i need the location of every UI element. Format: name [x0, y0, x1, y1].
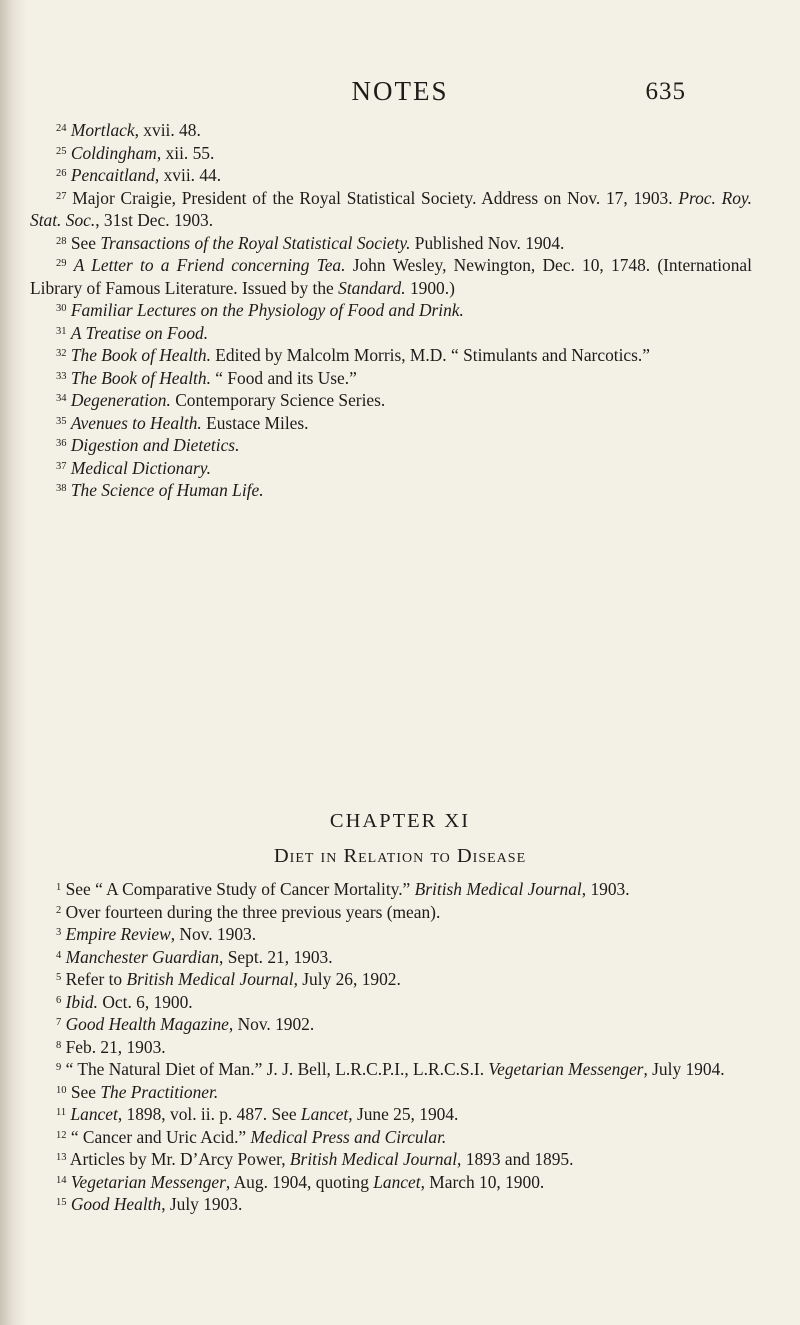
footnote-text: , July 1903.	[161, 1194, 243, 1214]
footnote-text: Published Nov. 1904.	[410, 232, 565, 253]
footnote-number: 25	[56, 145, 67, 157]
footnote-number: 4	[56, 949, 62, 961]
footnote-title-italic: Proc. Roy. Stat. Soc.	[30, 187, 752, 230]
footnote-title-italic: The Book of Health.	[70, 345, 211, 365]
footnote-title-italic: Good Health	[70, 1194, 162, 1214]
footnote-number: 31	[56, 325, 67, 337]
footnote-title-italic: The Science of Human Life.	[70, 480, 264, 500]
footnote-title-italic: Medical Dictionary.	[70, 457, 211, 478]
page-header	[0, 76, 800, 116]
footnote-title-italic: A Letter to a Friend concerning Tea.	[73, 255, 346, 275]
footnote-number: 15	[56, 1197, 67, 1208]
page-number: 635	[645, 78, 686, 105]
footnote-title-italic: Coldingham	[70, 142, 157, 163]
footnote-text: “ Food and its Use.”	[210, 367, 357, 388]
footnote-text: Refer to	[65, 969, 127, 989]
footnote-text: Major Craigie, President of the Royal Statistical Society. Address on Nov. 17, 1903.	[72, 187, 679, 208]
footnote	[30, 878, 752, 901]
footnote-title-italic: The Practitioner.	[100, 1081, 219, 1102]
footnote-text: , Sept. 21, 1903.	[219, 946, 333, 967]
chapter-subtitle: Diet in Relation to Disease	[273, 845, 527, 867]
footnote-text: Over fourteen during the three previous years (mean).	[65, 901, 441, 922]
footnote	[30, 254, 752, 299]
footnote-text: Articles by Mr. D’Arcy Power,	[69, 1149, 290, 1169]
footnote-number: 35	[56, 415, 67, 427]
footnote	[30, 344, 752, 367]
footnote-text: See	[70, 1081, 101, 1102]
footnote-text: , July 26, 1902.	[293, 969, 401, 989]
footnote-text: , xii. 55.	[156, 142, 215, 163]
footnote-number: 26	[56, 168, 67, 179]
footnote-text: , 31st Dec. 1903.	[95, 210, 214, 230]
footnote-title-italic: Manchester Guardian	[65, 946, 220, 967]
footnote-number: 38	[56, 483, 67, 494]
footnote	[30, 1081, 752, 1104]
footnote-text: , Nov. 1902.	[228, 1014, 315, 1034]
footnote-title-italic: Vegetarian Messenger	[70, 1171, 226, 1192]
footnote-number: 34	[56, 393, 67, 404]
footnote-number: 14	[56, 1174, 67, 1186]
notes-list-previous-chapter	[30, 119, 752, 502]
footnote-number: 29	[56, 258, 67, 269]
footnote-text: , July 1904.	[643, 1059, 725, 1079]
footnote	[30, 1103, 752, 1126]
footnote	[30, 968, 752, 991]
footnote	[30, 299, 752, 322]
footnote-title-italic: British Medical Journal	[126, 969, 294, 989]
footnote-title-italic: Lancet	[373, 1171, 421, 1192]
footnote-title-italic: Empire Review	[65, 924, 171, 944]
footnote	[30, 412, 752, 435]
footnote	[30, 232, 752, 255]
footnote-title-italic: Vegetarian Messenger	[488, 1059, 644, 1079]
footnote-text: , xvii. 48.	[134, 120, 201, 140]
footnote	[30, 164, 752, 187]
footnote-text: , xvii. 44.	[154, 165, 222, 185]
footnote	[30, 1126, 752, 1149]
footnote-title-italic: Lancet	[300, 1104, 349, 1124]
footnote-number: 32	[56, 348, 67, 359]
footnote-number: 36	[56, 438, 67, 449]
footnote-text: “ Cancer and Uric Acid.”	[70, 1126, 251, 1147]
footnote-number: 10	[56, 1084, 67, 1096]
footnote	[30, 367, 752, 390]
footnote-number: 1	[56, 882, 62, 893]
footnote-text: See	[70, 232, 101, 253]
footnote-text: , Nov. 1903.	[170, 924, 257, 944]
footnote-title-italic: Mortlack	[70, 120, 135, 140]
footnote-number: 8	[56, 1039, 62, 1051]
footnote-number: 7	[56, 1017, 62, 1028]
footnote-number: 28	[56, 235, 67, 247]
footnote-text: John Wesley, Newington, Dec. 10, 1748. (International Library of Famous Literature. Issued by the	[30, 255, 752, 298]
page-edge-shadow	[0, 0, 26, 1325]
chapter-title: CHAPTER XI	[329, 810, 471, 832]
footnote	[30, 187, 752, 232]
footnote-title-italic: The Book of Health.	[70, 367, 211, 388]
footnote-title-italic: Good Health Magazine	[65, 1014, 229, 1034]
running-head: NOTES	[351, 76, 449, 106]
footnote-text: Oct. 6, 1900.	[97, 991, 193, 1012]
footnote	[30, 1058, 752, 1081]
footnote-text: See “ A Comparative Study of Cancer Mortality.”	[65, 879, 415, 899]
footnote-number: 24	[56, 123, 67, 134]
footnote-title-italic: Degeneration.	[70, 390, 171, 410]
footnote-number: 37	[56, 460, 67, 472]
footnote-title-italic: A Treatise on Food.	[70, 322, 209, 343]
footnote-text: Feb. 21, 1903.	[65, 1036, 166, 1057]
footnote-number: 5	[56, 972, 62, 983]
footnote-title-italic: Familiar Lectures on the Physiology of Food and Drink.	[70, 300, 464, 320]
footnote-number: 27	[56, 190, 67, 202]
notes-list-chapter-xi	[30, 878, 752, 1216]
footnote	[30, 142, 752, 165]
footnote-text: Edited by Malcolm Morris, M.D. “ Stimulants and Narcotics.”	[210, 345, 650, 365]
footnote	[30, 1013, 752, 1036]
footnote-number: 30	[56, 303, 67, 314]
footnote-text: , 1903.	[581, 879, 630, 899]
footnote	[30, 1171, 752, 1194]
footnote-title-italic: Standard.	[338, 277, 406, 298]
footnote-number: 12	[56, 1129, 67, 1141]
footnote	[30, 1193, 752, 1216]
footnote-number: 2	[56, 904, 62, 916]
footnote	[30, 434, 752, 457]
footnote-text: Contemporary Science Series.	[170, 390, 386, 410]
footnote	[30, 119, 752, 142]
footnote	[30, 991, 752, 1014]
footnote-title-italic: Digestion and Dietetics.	[70, 435, 240, 455]
footnote-text: “ The Natural Diet of Man.” J. J. Bell, L.R.C.P.I., L.R.C.S.I.	[65, 1059, 489, 1079]
footnote	[30, 457, 752, 480]
footnote-text: 1900.)	[405, 277, 455, 298]
footnote	[30, 479, 752, 502]
footnote-number: 13	[56, 1152, 67, 1163]
footnote-text: , March 10, 1900.	[420, 1171, 545, 1192]
footnote	[30, 923, 752, 946]
footnote-text: Eustace Miles.	[201, 412, 309, 433]
footnote-title-italic: Avenues to Health.	[70, 412, 202, 433]
footnote-title-italic: Ibid.	[65, 991, 98, 1012]
footnote-number: 33	[56, 370, 67, 382]
footnote	[30, 389, 752, 412]
footnote-title-italic: Transactions of the Royal Statistical Society.	[100, 232, 411, 253]
footnote-text: , June 25, 1904.	[348, 1104, 459, 1124]
footnote	[30, 946, 752, 969]
footnote-title-italic: Pencaitland	[70, 165, 155, 185]
footnote-number: 9	[56, 1062, 62, 1073]
footnote-text: , Aug. 1904, quoting	[225, 1171, 374, 1192]
footnote	[30, 1036, 752, 1059]
footnote-number: 6	[56, 994, 62, 1006]
footnote-title-italic: Lancet	[70, 1104, 118, 1124]
footnote-text: , 1898, vol. ii. p. 487. See	[117, 1104, 301, 1124]
footnote-text: , 1893 and 1895.	[457, 1149, 574, 1169]
footnote	[30, 322, 752, 345]
footnote-number: 11	[56, 1107, 67, 1118]
footnote-title-italic: Medical Press and Circular.	[250, 1126, 447, 1147]
footnote	[30, 901, 752, 924]
footnote-title-italic: British Medical Journal	[289, 1149, 458, 1169]
footnote-title-italic: British Medical Journal	[414, 879, 582, 899]
footnote-number: 3	[56, 927, 62, 938]
footnote	[30, 1148, 752, 1171]
